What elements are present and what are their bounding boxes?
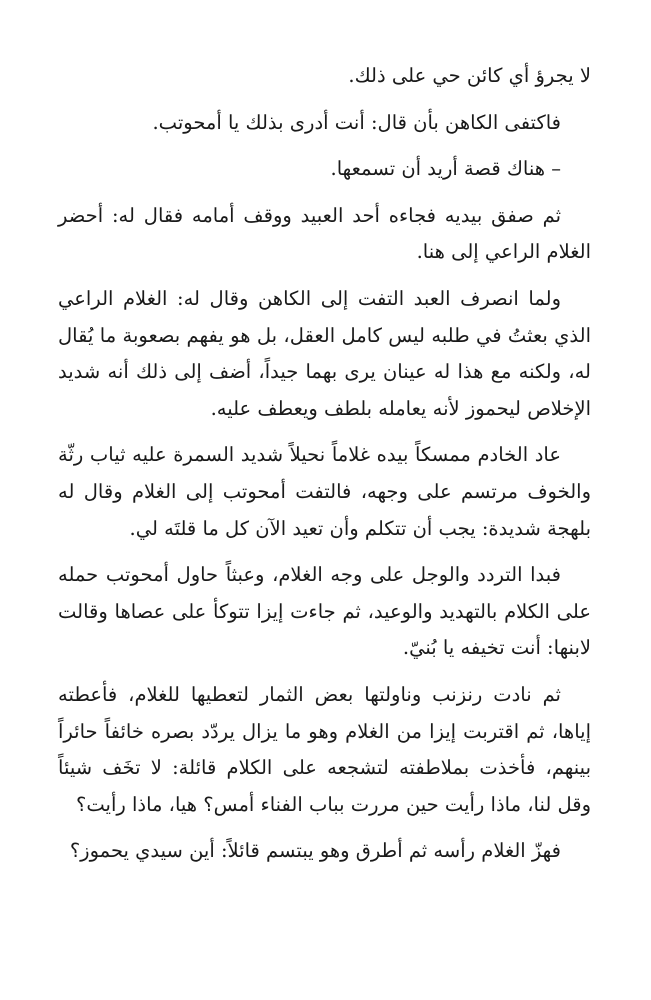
paragraph-9: فهزّ الغلام رأسه ثم أطرق وهو يبتسم قائلاً: أين سيدي يحموز؟ [69, 839, 561, 863]
paragraph-4: ثم صفق بيديه فجاءه أحد العبيد ووقف أمامه فقال له: أحضر الغلام الراعي إلى هنا. [58, 203, 591, 264]
paragraph-3: – هناك قصة أريد أن تسمعها. [330, 157, 561, 181]
book-page [58, 58, 591, 880]
paragraph-7: فبدا التردد والوجل على وجه الغلام، وعبثاً حاول أمحوتب حمله على الكلام بالتهديد والوعيد، ثم جاءت إيزا تتوكأ على عصاها وقالت لابنها: أنت تخيفه يا بُنيّ. [58, 563, 591, 660]
paragraph-1: لا يجرؤ أي كائن حي على ذلك. [348, 64, 591, 87]
paragraph-5: ولما انصرف العبد التفت إلى الكاهن وقال له: الغلام الراعي الذي بعثتُ في طلبه ليس كامل العقل، بل هو يفهم بصعوبة ما يُقال له، ولكنه مع هذا له عينان يرى بهما جيداً، أضف إلى ذلك أنه شديد الإخلاص ليحموز لأنه يعامله بلطف ويعطف عليه. [58, 286, 591, 420]
paragraph-8: ثم نادت رنزنب وناولتها بعض الثمار لتعطيها للغلام، فأعطته إياها، ثم اقتربت إيزا من الغلام وهو ما يزال يردّد بصره خائفاً حائراً بينهم، فأخذت بملاطفته لتشجعه على الكلام قائلة: لا تخَف شيئاً وقل لنا، ماذا رأيت حين مررت بباب الفناء أمس؟ هيا، ماذا رأيت؟ [58, 682, 591, 816]
paragraph-2: فاكتفى الكاهن بأن قال: أنت أدرى بذلك يا أمحوتب. [152, 110, 561, 134]
paragraph-6: عاد الخادم ممسكاً بيده غلاماً نحيلاً شديد السمرة عليه ثياب رثّة والخوف مرتسم على وجهه، فالتفت أمحوتب إلى الغلام وقال له بلهجة شديدة: يجب أن تتكلم وأن تعيد الآن كل ما قلتَه لي. [58, 443, 591, 540]
